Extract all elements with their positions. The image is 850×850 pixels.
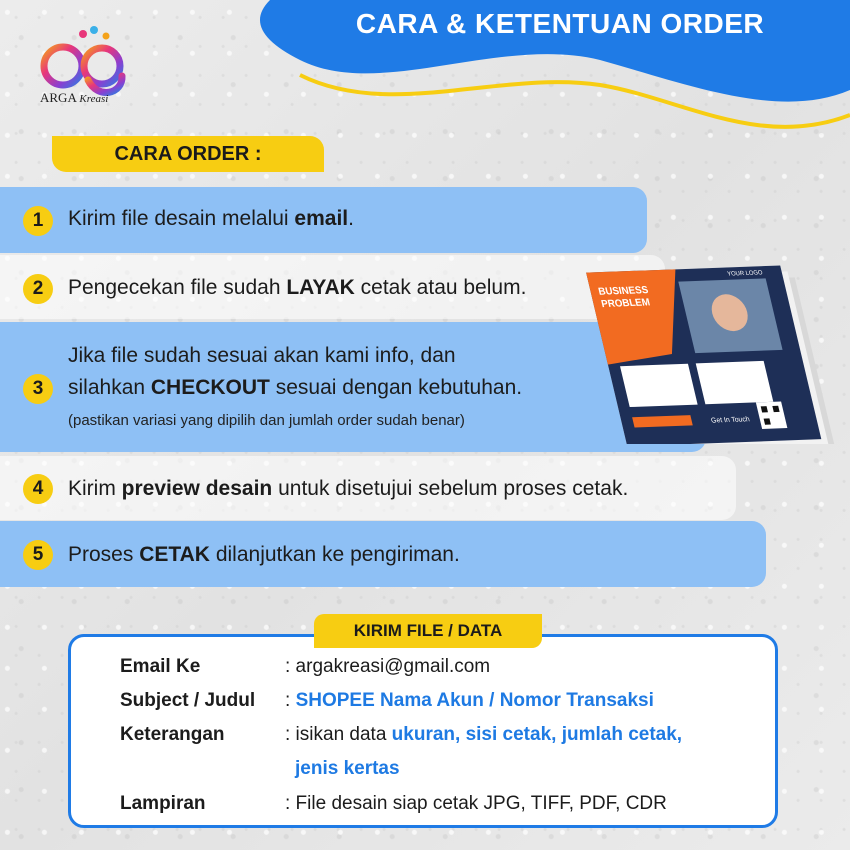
- step-text-4: [68, 477, 628, 501]
- step-3-bold: CHECKOUT: [150, 376, 270, 399]
- step-4-bold: preview desain: [121, 477, 273, 500]
- step-number-4: 4: [23, 474, 53, 504]
- step-2-pre: Pengecekan file sudah: [68, 276, 287, 299]
- flyer-logo-text: YOUR LOGO: [726, 270, 764, 278]
- step-5-post: dilanjutkan ke pengiriman.: [209, 543, 460, 566]
- step-4-pre: Kirim: [68, 477, 122, 500]
- step-4-post: untuk disetujui sebelum proses cetak.: [272, 477, 629, 500]
- step-3-note: (pastikan variasi yang dipilih dan jumlah order sudah benar): [68, 412, 465, 429]
- step-2-bold: LAYAK: [286, 276, 355, 299]
- lampiran-value: : File desain siap cetak JPG, TIFF, PDF, CDR: [285, 793, 667, 814]
- keterangan-text-2: jenis kertas: [295, 758, 400, 779]
- keterangan-value: [285, 724, 682, 746]
- kirim-file-badge: KIRIM FILE / DATA: [314, 614, 542, 648]
- logo-text: [40, 90, 108, 106]
- step-3-post: sesuai dengan kebutuhan.: [269, 376, 523, 399]
- step-1-post: .: [348, 207, 354, 230]
- step-number-3: 3: [23, 374, 53, 404]
- flyer-heading-2: PROBLEM: [600, 297, 652, 311]
- flyer-mockup-image: [576, 214, 846, 444]
- lampiran-label: Lampiran: [120, 793, 206, 814]
- step-text-3-line1: Jika file sudah sesuai akan kami info, dan: [68, 344, 456, 367]
- subject-prefix: :: [285, 690, 296, 711]
- step-number-1: 1: [23, 206, 53, 236]
- step-5-pre: Proses: [68, 543, 140, 566]
- cara-order-badge: CARA ORDER :: [52, 136, 324, 172]
- logo-brand-suffix: Kreasi: [79, 93, 109, 105]
- step-1-pre: Kirim file desain melalui: [68, 207, 295, 230]
- step-text-5: [68, 543, 460, 567]
- step-text-1: [68, 207, 354, 231]
- logo-brand: ARGA: [40, 90, 77, 105]
- keterangan-text: ukuran, sisi cetak, jumlah cetak,: [391, 724, 683, 745]
- subject-value: [285, 690, 654, 712]
- keterangan-label: Keterangan: [120, 724, 225, 745]
- step-3-pre: silahkan: [68, 376, 151, 399]
- step-1-bold: email: [294, 207, 349, 230]
- step-text-3-line2: [68, 376, 522, 400]
- step-number-5: 5: [23, 540, 53, 570]
- step-5-bold: CETAK: [139, 543, 210, 566]
- flyer-footer: Get In Touch: [710, 416, 751, 425]
- email-label: Email Ke: [120, 656, 201, 677]
- step-2-post: cetak atau belum.: [354, 276, 527, 299]
- subject-label: Subject / Judul: [120, 690, 256, 711]
- step-text-2: [68, 276, 526, 300]
- email-value[interactable]: : argakreasi@gmail.com: [285, 656, 491, 677]
- step-number-2: 2: [23, 274, 53, 304]
- subject-text: SHOPEE Nama Akun / Nomor Transaksi: [295, 690, 654, 711]
- page-title: CARA & KETENTUAN ORDER: [355, 8, 765, 39]
- flyer-heading-1: BUSINESS: [597, 284, 650, 298]
- keterangan-prefix: : isikan data: [285, 724, 392, 745]
